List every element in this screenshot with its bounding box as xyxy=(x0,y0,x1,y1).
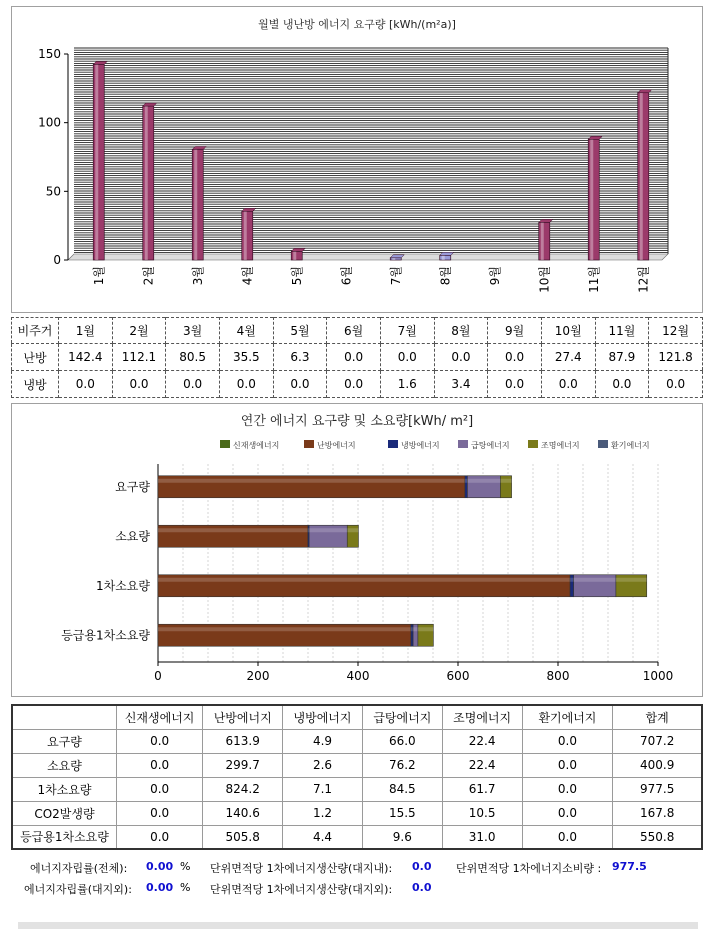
legend-label: 급탕에너지 xyxy=(471,441,510,450)
x-tick-label: 0 xyxy=(154,669,162,683)
annual-category-label-4: 등급용1차소요량 xyxy=(61,628,150,643)
table-header-cell: 5월 xyxy=(273,318,327,344)
self-rate-outside-unit: % xyxy=(180,881,191,894)
x-tick-label: 400 xyxy=(346,669,370,683)
table-cell: 0.0 xyxy=(116,753,202,777)
table-cell: 0.0 xyxy=(219,371,273,398)
legend-label: 조명에너지 xyxy=(541,441,580,450)
table-cell: 0.0 xyxy=(488,371,542,398)
table-row xyxy=(12,777,702,801)
table-cell: 0.0 xyxy=(522,729,613,753)
y-tick-label: 0 xyxy=(53,253,61,267)
table-cell: 4.9 xyxy=(283,729,363,753)
table-cell: 4.4 xyxy=(283,825,363,849)
annual-category-label-1: 요구량 xyxy=(115,479,150,494)
table-header-cell: 1월 xyxy=(59,318,113,344)
legend-swatch xyxy=(304,440,314,448)
monthly-table xyxy=(11,317,703,398)
table-cell: 6.3 xyxy=(273,344,327,371)
table-header-cell: 냉방에너지 xyxy=(283,705,363,729)
self-rate-outside-label: 에너지자립률(대지외): xyxy=(24,883,132,896)
table-cell: 707.2 xyxy=(613,729,702,753)
x-tick-label-1: 1월 xyxy=(91,266,106,286)
table-cell: 0.0 xyxy=(116,777,202,801)
annual-chart-title: 연간 에너지 요구량 및 소요량[kWh/ m²] xyxy=(240,414,474,429)
monthly-floor xyxy=(68,254,668,260)
monthly-bar-난방-10 xyxy=(539,222,550,260)
self-rate-total-label: 에너지자립률(전체): xyxy=(30,862,128,875)
legend-swatch xyxy=(458,440,468,448)
legend-swatch xyxy=(598,440,608,448)
consumption-value: 977.5 xyxy=(612,860,647,873)
table-header-cell: 난방에너지 xyxy=(203,705,283,729)
table-header-cell: 2월 xyxy=(112,318,166,344)
table-cell: 977.5 xyxy=(613,777,702,801)
table-cell: 299.7 xyxy=(203,753,283,777)
table-cell: 0.0 xyxy=(595,371,649,398)
table-header-cell: 6월 xyxy=(327,318,381,344)
table-cell: 0.0 xyxy=(327,344,381,371)
x-tick-label: 800 xyxy=(546,669,570,683)
table-cell: 142.4 xyxy=(59,344,113,371)
monthly-bar-냉방-7 xyxy=(390,258,401,260)
table-cell: 505.8 xyxy=(203,825,283,849)
monthly-bar-난방-4 xyxy=(242,211,253,260)
table-cell: 0.0 xyxy=(166,371,220,398)
table-cell: 0.0 xyxy=(273,371,327,398)
row-label: 1차소요량 xyxy=(12,777,116,801)
table-cell: 0.0 xyxy=(59,371,113,398)
annual-category-label-2: 소요량 xyxy=(115,529,150,544)
table-cell: 824.2 xyxy=(203,777,283,801)
table-cell: 35.5 xyxy=(219,344,273,371)
y-tick-label: 150 xyxy=(38,47,61,61)
legend-swatch xyxy=(220,440,230,448)
x-tick-label-6: 6월 xyxy=(339,266,354,286)
x-tick-label-11: 11월 xyxy=(586,266,601,293)
row-label: 냉방 xyxy=(12,371,59,398)
prod-inside-value: 0.0 xyxy=(412,860,432,873)
row-label: 소요량 xyxy=(12,753,116,777)
x-tick-label-4: 4월 xyxy=(240,266,255,286)
table-cell: 400.9 xyxy=(613,753,702,777)
row-label: 등급용1차소요량 xyxy=(12,825,116,849)
table-cell: 140.6 xyxy=(203,801,283,825)
table-header-cell: 10월 xyxy=(541,318,595,344)
table-cell: 0.0 xyxy=(541,371,595,398)
monthly-chart-title: 월별 냉난방 에너지 요구량 [kWh/(m²a)] xyxy=(258,18,456,31)
x-tick-label-8: 8월 xyxy=(438,266,453,286)
table-cell: 2.6 xyxy=(283,753,363,777)
table-cell: 0.0 xyxy=(522,825,613,849)
monthly-bar-난방-12 xyxy=(638,93,649,260)
table-cell: 31.0 xyxy=(442,825,522,849)
table-cell: 1.2 xyxy=(283,801,363,825)
y-tick-label: 100 xyxy=(38,115,61,130)
table-header-cell: 조명에너지 xyxy=(442,705,522,729)
x-tick-label-7: 7월 xyxy=(388,266,403,286)
table-header-cell: 7월 xyxy=(380,318,434,344)
monthly-bar-냉방-8 xyxy=(440,255,451,260)
legend-label: 냉방에너지 xyxy=(401,441,440,450)
row-label: CO2발생량 xyxy=(12,801,116,825)
table-cell: 613.9 xyxy=(203,729,283,753)
table-cell: 22.4 xyxy=(442,729,522,753)
table-row xyxy=(12,729,702,753)
monthly-demand-chart xyxy=(12,7,702,312)
table-header-cell: 합계 xyxy=(613,705,702,729)
table-cell: 121.8 xyxy=(649,344,703,371)
legend-swatch xyxy=(528,440,538,448)
row-label: 난방 xyxy=(12,344,59,371)
table-header-cell: 8월 xyxy=(434,318,488,344)
table-header-cell: 3월 xyxy=(166,318,220,344)
table-cell: 27.4 xyxy=(541,344,595,371)
x-tick-label-9: 9월 xyxy=(487,266,502,286)
table-cell: 0.0 xyxy=(116,729,202,753)
table-cell: 0.0 xyxy=(434,344,488,371)
table-cell: 22.4 xyxy=(442,753,522,777)
energy-summary-table xyxy=(11,704,703,850)
table-header-cell: 급탕에너지 xyxy=(362,705,442,729)
monthly-bar-난방-11 xyxy=(588,139,599,260)
monthly-bar-난방-3 xyxy=(192,149,203,260)
consumption-label: 단위면적당 1차에너지소비량 : xyxy=(456,862,602,875)
x-tick-label: 1000 xyxy=(642,669,674,683)
annual-chart-panel xyxy=(11,403,703,697)
table-row xyxy=(12,371,703,398)
self-rate-outside-value: 0.00 xyxy=(146,881,174,894)
self-rate-total-value: 0.00 xyxy=(146,860,174,873)
table-cell: 0.0 xyxy=(116,801,202,825)
x-tick-label-2: 2월 xyxy=(141,266,156,286)
x-tick-label-10: 10월 xyxy=(537,266,552,293)
table-cell: 61.7 xyxy=(442,777,522,801)
table-row xyxy=(12,825,702,849)
table-cell: 112.1 xyxy=(112,344,166,371)
table-cell: 0.0 xyxy=(522,801,613,825)
table-cell: 7.1 xyxy=(283,777,363,801)
legend-label: 난방에너지 xyxy=(317,441,356,450)
table-header-cell xyxy=(12,705,116,729)
table-row xyxy=(12,344,703,371)
row-label: 요구량 xyxy=(12,729,116,753)
table-cell: 0.0 xyxy=(380,344,434,371)
monthly-bar-난방-1 xyxy=(93,64,104,260)
y-tick-label: 50 xyxy=(45,184,61,199)
table-cell: 0.0 xyxy=(666,377,686,391)
table-cell: 0.0 xyxy=(116,825,202,849)
annual-category-label-3: 1차소요량 xyxy=(95,578,150,593)
table-cell: 0.0 xyxy=(112,371,166,398)
x-tick-label-12: 12월 xyxy=(636,266,651,293)
table-header-cell: 11월 xyxy=(595,318,649,344)
table-header-cell: 환기에너지 xyxy=(522,705,613,729)
horizontal-scrollbar[interactable] xyxy=(18,922,698,929)
table-cell: 0.0 xyxy=(522,753,613,777)
table-header-cell: 9월 xyxy=(488,318,542,344)
x-tick-label-5: 5월 xyxy=(289,266,304,286)
table-cell: 1.6 xyxy=(380,371,434,398)
x-tick-label: 600 xyxy=(446,669,470,683)
legend-label: 신재생에너지 xyxy=(233,441,280,450)
table-cell: 0.0 xyxy=(522,777,613,801)
table-cell: 84.5 xyxy=(362,777,442,801)
monthly-bar-난방-5 xyxy=(291,251,302,260)
table-header-cell: 12월 xyxy=(649,318,703,344)
table-cell: 167.8 xyxy=(613,801,702,825)
table-row xyxy=(12,801,702,825)
prod-outside-label: 단위면적당 1차에너지생산량(대지외): xyxy=(210,883,393,896)
table-header-cell: 4월 xyxy=(219,318,273,344)
monthly-chart-panel xyxy=(11,6,703,313)
table-cell: 15.5 xyxy=(362,801,442,825)
table-cell: 0.0 xyxy=(488,344,542,371)
annual-energy-chart xyxy=(12,404,702,696)
table-cell: 0.0 xyxy=(327,371,381,398)
table-header-cell: 신재생에너지 xyxy=(116,705,202,729)
table-cell: 66.0 xyxy=(362,729,442,753)
legend-label: 환기에너지 xyxy=(611,441,650,450)
table-cell: 76.2 xyxy=(362,753,442,777)
table-cell: 80.5 xyxy=(166,344,220,371)
prod-outside-value: 0.0 xyxy=(412,881,432,894)
x-tick-label: 200 xyxy=(246,669,270,683)
monthly-bar-난방-2 xyxy=(143,106,154,260)
table-cell: 87.9 xyxy=(595,344,649,371)
table-cell: 9.6 xyxy=(362,825,442,849)
prod-inside-label: 단위면적당 1차에너지생산량(대지내): xyxy=(210,862,393,875)
legend-swatch xyxy=(388,440,398,448)
table-row xyxy=(12,753,702,777)
table-cell: 3.4 xyxy=(434,371,488,398)
table-cell: 10.5 xyxy=(442,801,522,825)
self-rate-total-unit: % xyxy=(180,860,191,873)
table-cell: 550.8 xyxy=(613,825,702,849)
table-header-cell: 비주거 xyxy=(12,318,59,344)
x-tick-label-3: 3월 xyxy=(190,266,205,286)
